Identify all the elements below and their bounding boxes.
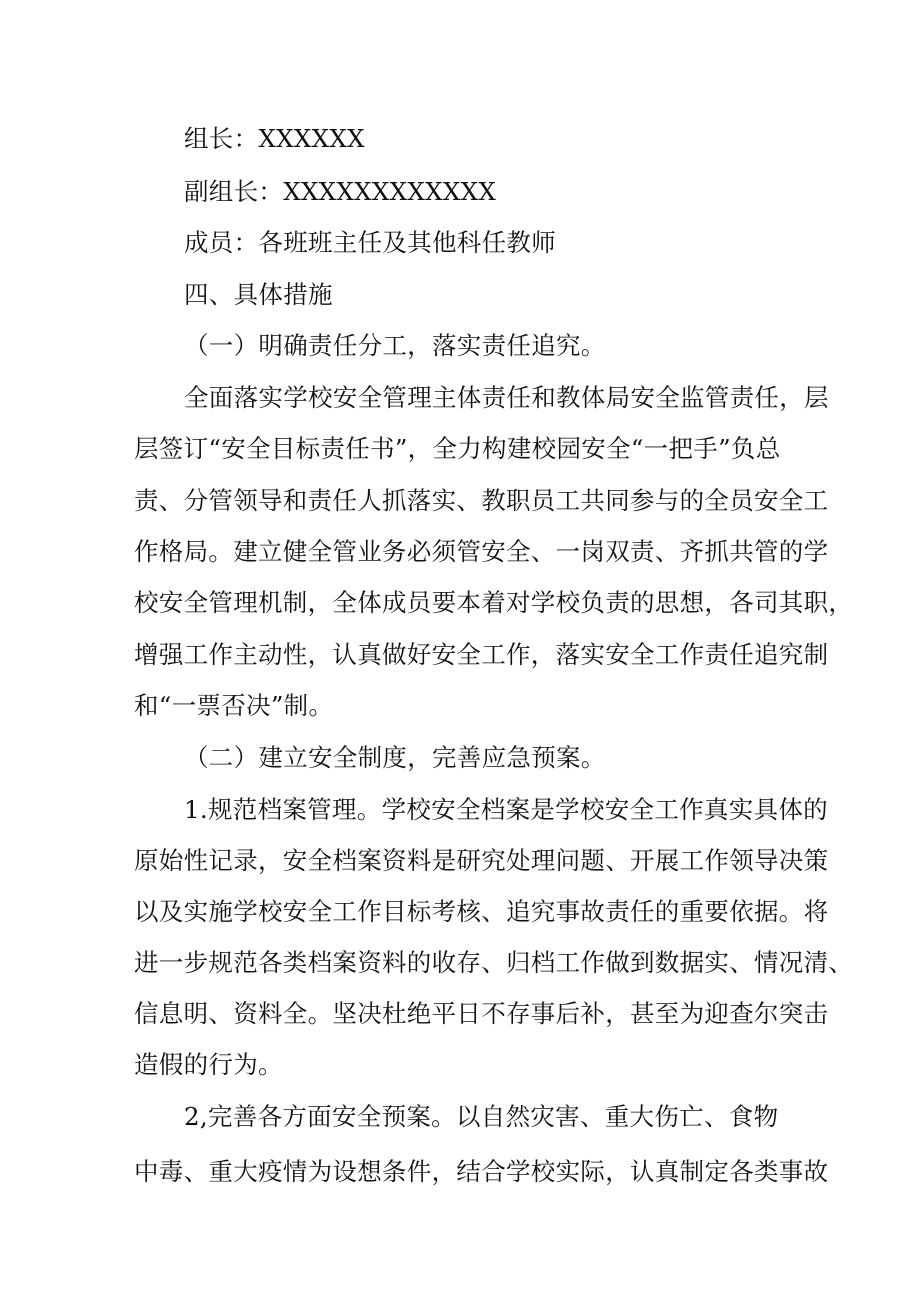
paragraph-line: 造假的行为。 (134, 1050, 283, 1079)
line-members: 成员：各班班主任及其他科任教师 (184, 228, 556, 257)
section-heading-measures: 四、具体措施 (184, 280, 333, 309)
paragraph-line: 和“一票否决”制。 (134, 691, 334, 720)
paragraph-line: 责、分管领导和责任人抓落实、教职员工共同参与的全员安全工 (134, 486, 829, 515)
subheading-responsibility: （一）明确责任分工，落实责任追究。 (184, 331, 606, 360)
line-team-leader: 组长：XXXXXX (184, 124, 365, 153)
paragraph-line: 中毒、重大疫情为设想条件，结合学校实际，认真制定各类事故 (134, 1157, 829, 1186)
paragraph-line: 进一步规范各类档案资料的收存、归档工作做到数据实、情况清、 (134, 948, 854, 977)
paragraph-line: 校安全管理机制，全体成员要本着对学校负责的思想，各司其职， (134, 588, 854, 617)
paragraph-line: 2,完善各方面安全预案。以自然灾害、重大伤亡、食物 (184, 1102, 779, 1131)
paragraph-line: 层签订“安全目标责任书”，全力构建校园安全“一把手”负总 (134, 434, 781, 463)
paragraph-line: 以及实施学校安全工作目标考核、追究事故责任的重要依据。将 (134, 897, 829, 926)
paragraph-line: 信息明、资料全。坚决杜绝平日不存事后补，甚至为迎查尔突击 (134, 999, 829, 1028)
paragraph-line: 增强工作主动性，认真做好安全工作，落实安全工作责任追究制 (134, 640, 829, 669)
paragraph-line: 1.规范档案管理。学校安全档案是学校安全工作真实具体的 (184, 795, 828, 824)
paragraph-line: 作格局。建立健全管业务必须管安全、一岗双责、齐抓共管的学 (134, 537, 829, 566)
line-deputy-leader: 副组长：XXXXXXXXXXXX (184, 177, 497, 206)
paragraph-line: 全面落实学校安全管理主体责任和教体局安全监管责任，层 (184, 383, 829, 412)
subheading-safety-system: （二）建立安全制度，完善应急预案。 (184, 743, 606, 772)
paragraph-line: 原始性记录，安全档案资料是研究处理问题、开展工作领导决策 (134, 846, 829, 875)
